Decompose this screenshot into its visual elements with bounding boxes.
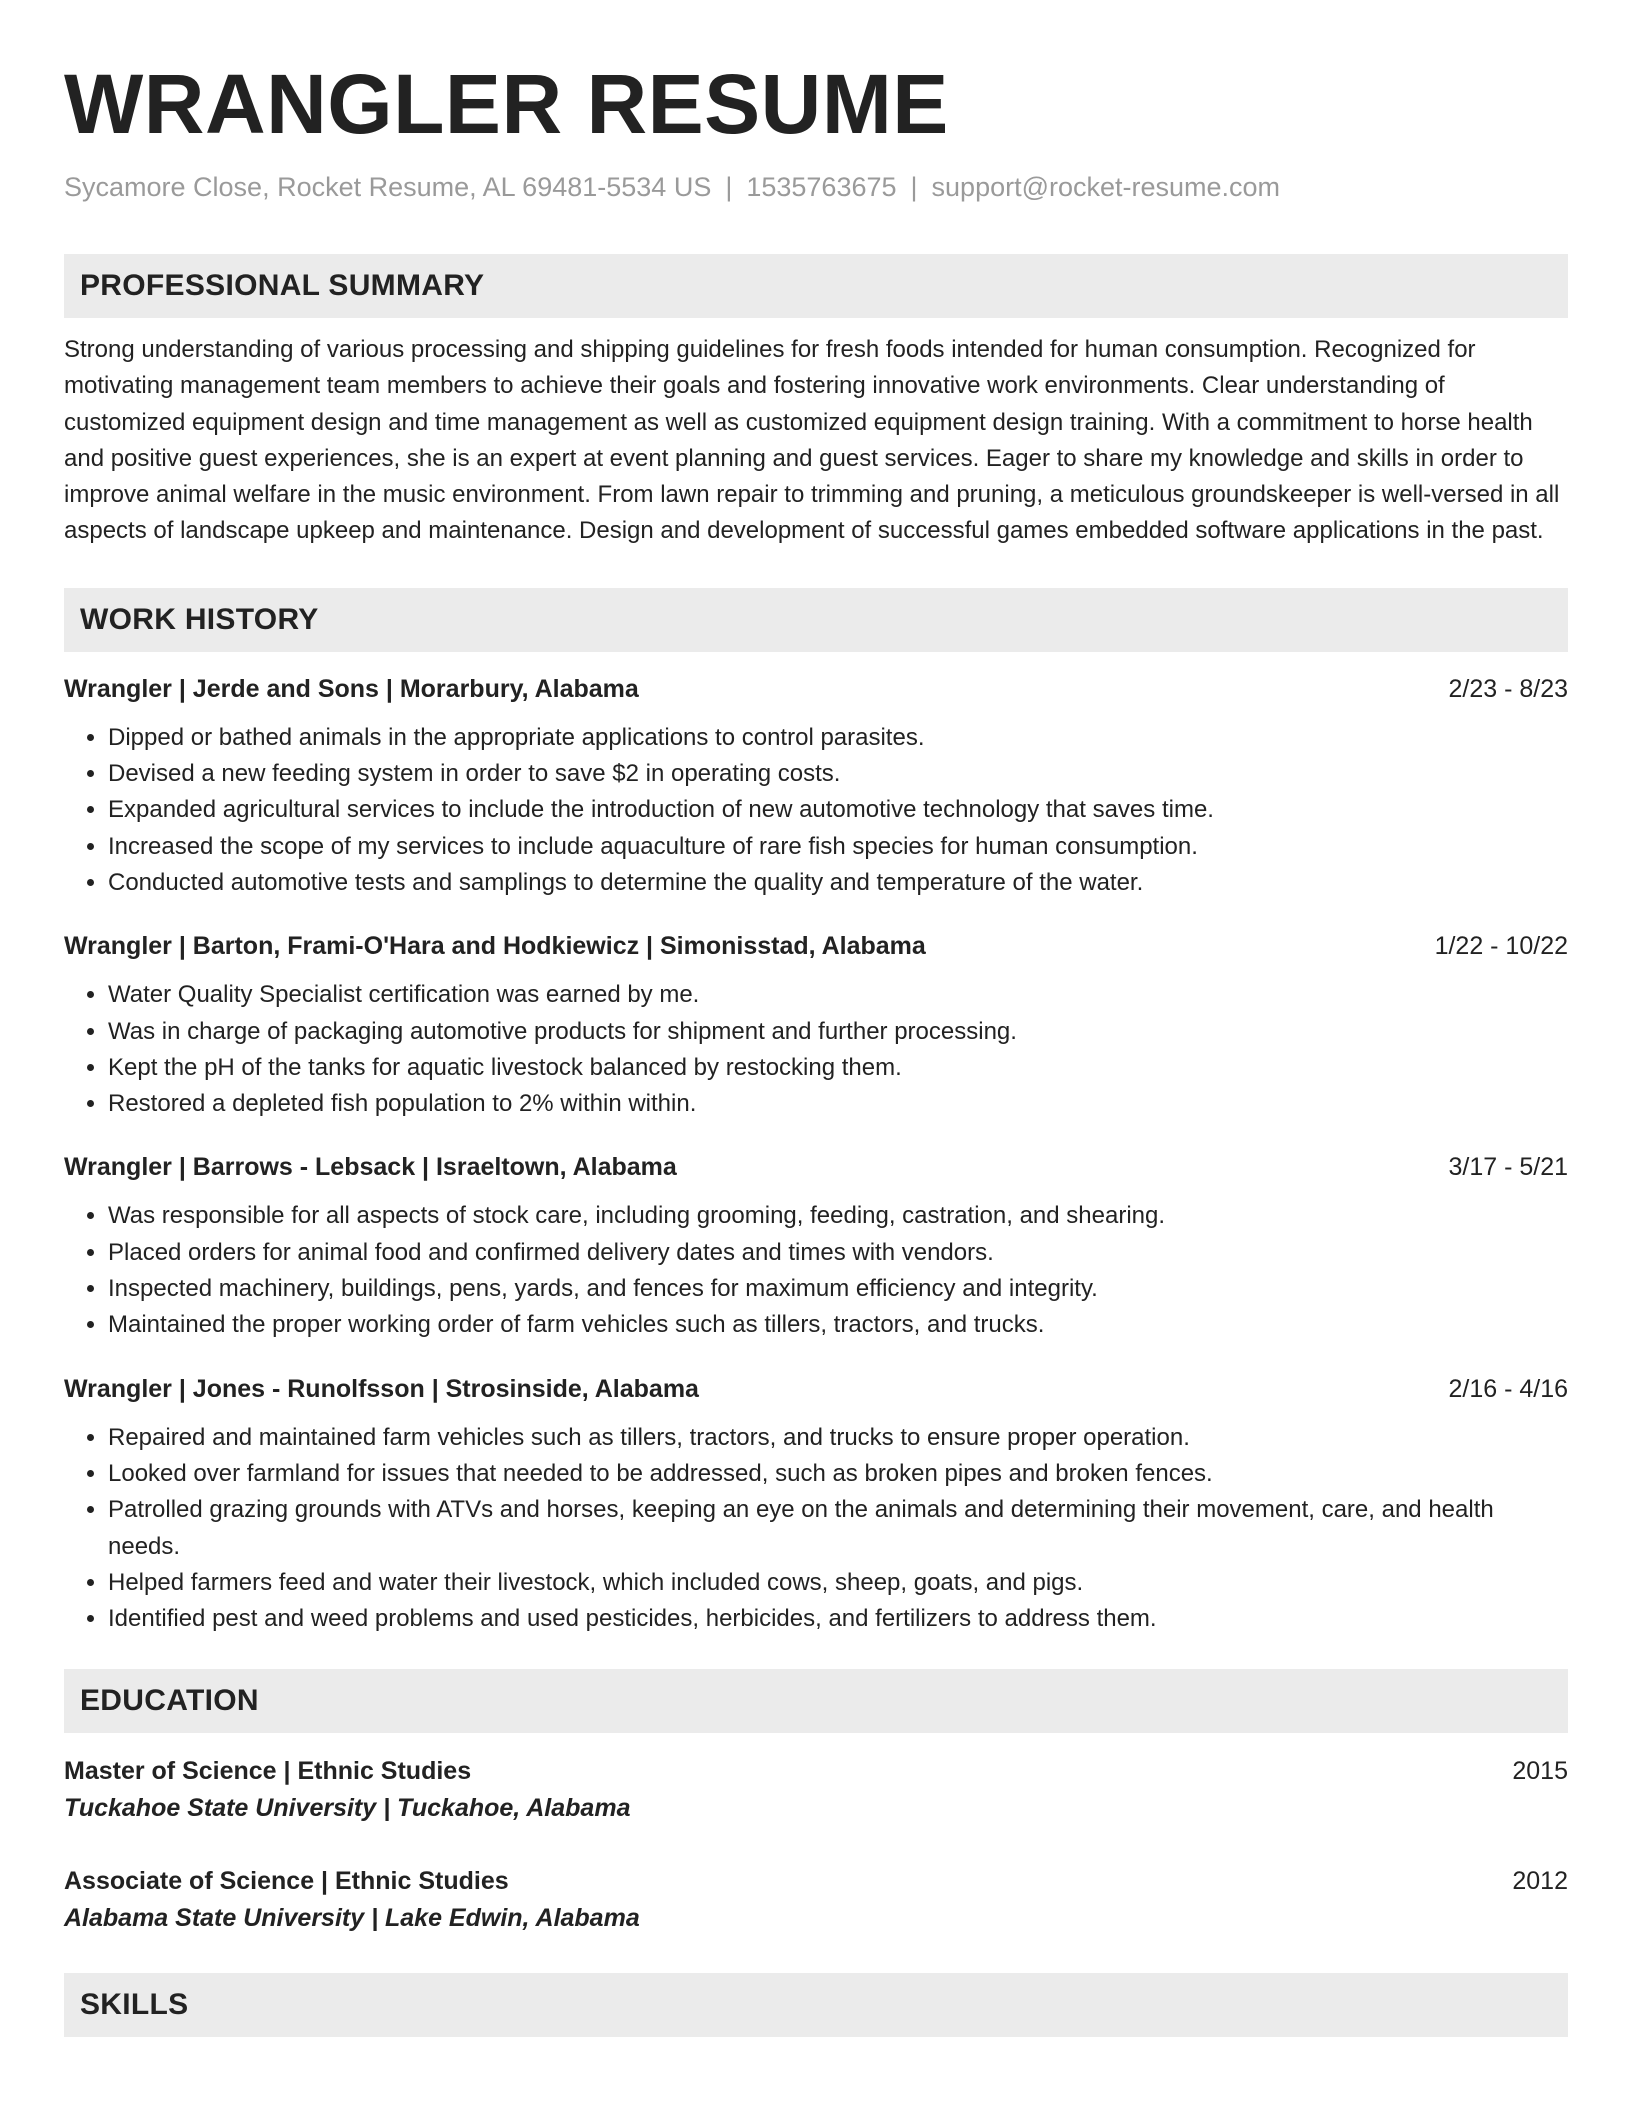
job-dates: 2/23 - 8/23 (1448, 674, 1568, 703)
job-title: Wrangler | Jones - Runolfsson | Strosinside, Alabama (64, 1374, 699, 1403)
section-header-skills: SKILLS (64, 1973, 1568, 2037)
summary-text: Strong understanding of various processing and shipping guidelines for fresh foods intended for human consumption. Recognized for motivating management team members to achieve their goals and fostering innovative work environments. Clear understanding of customized equipment design and time management as well as customized equipment design training. With a commitment to horse health and positive guest experiences, she is an expert at event planning and guest services. Eager to share my knowledge and skills in order to improve animal welfare in the music environment. From lawn repair to trimming and pruning, a meticulous groundskeeper is well-versed in all aspects of landscape upkeep and maintenance. Design and development of successful games embedded software applications in the past. (64, 336, 1560, 545)
job-header (64, 1150, 1568, 1184)
education-school: Alabama State University | Lake Edwin, Alabama (64, 1904, 640, 1933)
job-bullet: • Maintained the proper working order of farm vehicles such as tillers, tractors, and trucks. (108, 1307, 1568, 1343)
education-degree: Master of Science | Ethnic Studies (64, 1757, 472, 1786)
job-bullet: • Increased the scope of my services to include aquaculture of rare fish species for human consumption. (108, 829, 1568, 865)
education-header (64, 1863, 1568, 1899)
job-bullet: • Inspected machinery, buildings, pens, yards, and fences for maximum efficiency and integrity. (108, 1271, 1568, 1307)
contact-separator: | (725, 172, 733, 202)
job-entry (64, 672, 1568, 901)
education-entry (64, 1863, 1568, 1937)
job-title: Wrangler | Barrows - Lebsack | Israeltown, Alabama (64, 1153, 677, 1182)
education-year: 2015 (1512, 1757, 1568, 1786)
job-title: Wrangler | Jerde and Sons | Morarbury, Alabama (64, 674, 639, 703)
job-bullet: • Dipped or bathed animals in the appropriate applications to control parasites. (108, 720, 1568, 756)
job-bullet: • Expanded agricultural services to include the introduction of new automotive technology that saves time. (108, 792, 1568, 828)
contact-address: Sycamore Close, Rocket Resume, AL 69481-5534 US (64, 172, 712, 202)
job-bullets (64, 977, 1568, 1122)
job-bullet: • Kept the pH of the tanks for aquatic livestock balanced by restocking them. (108, 1050, 1568, 1086)
contact-separator: | (910, 172, 918, 202)
job-bullets (64, 1198, 1568, 1343)
education-year: 2012 (1512, 1867, 1568, 1896)
section-header-work-history: WORK HISTORY (64, 588, 1568, 652)
job-bullet: • Patrolled grazing grounds with ATVs and horses, keeping an eye on the animals and determining their movement, care, and health needs. (108, 1492, 1568, 1565)
section-header-summary: PROFESSIONAL SUMMARY (64, 254, 1568, 318)
section-header-education: EDUCATION (64, 1669, 1568, 1733)
job-bullet: • Water Quality Specialist certification was earned by me. (108, 977, 1568, 1013)
job-title: Wrangler | Barton, Frami-O'Hara and Hodkiewicz | Simonisstad, Alabama (64, 932, 926, 961)
job-dates: 3/17 - 5/21 (1448, 1153, 1568, 1182)
job-bullets (64, 1420, 1568, 1638)
job-bullet: • Was in charge of packaging automotive products for shipment and further processing. (108, 1014, 1568, 1050)
job-bullet: • Was responsible for all aspects of stock care, including grooming, feeding, castration, and shearing. (108, 1198, 1568, 1234)
contact-email: support@rocket-resume.com (931, 172, 1281, 202)
job-bullet: • Helped farmers feed and water their livestock, which included cows, sheep, goats, and pigs. (108, 1565, 1568, 1601)
job-entry (64, 1150, 1568, 1343)
education-header (64, 1753, 1568, 1789)
education-degree: Associate of Science | Ethnic Studies (64, 1867, 509, 1896)
resume-title: WRANGLER RESUME (64, 57, 949, 151)
contact-phone: 1535763675 (746, 172, 897, 202)
job-bullets (64, 720, 1568, 901)
job-bullet: • Identified pest and weed problems and used pesticides, herbicides, and fertilizers to address them. (108, 1601, 1568, 1637)
job-header (64, 1372, 1568, 1406)
job-bullet: • Looked over farmland for issues that needed to be addressed, such as broken pipes and broken fences. (108, 1456, 1568, 1492)
job-dates: 2/16 - 4/16 (1448, 1374, 1568, 1403)
job-header (64, 929, 1568, 963)
job-entry (64, 1372, 1568, 1638)
job-bullet: • Conducted automotive tests and samplings to determine the quality and temperature of the water. (108, 865, 1568, 901)
education-school: Tuckahoe State University | Tuckahoe, Alabama (64, 1794, 631, 1823)
job-bullet: • Devised a new feeding system in order to save $2 in operating costs. (108, 756, 1568, 792)
job-bullet: • Placed orders for animal food and confirmed delivery dates and times with vendors. (108, 1235, 1568, 1271)
job-entry (64, 929, 1568, 1122)
job-bullet: • Restored a depleted fish population to 2% within within. (108, 1086, 1568, 1122)
job-dates: 1/22 - 10/22 (1434, 932, 1568, 961)
education-entry (64, 1753, 1568, 1827)
job-bullet: • Repaired and maintained farm vehicles such as tillers, tractors, and trucks to ensure proper operation. (108, 1420, 1568, 1456)
job-header (64, 672, 1568, 706)
contact-line (64, 170, 1568, 204)
